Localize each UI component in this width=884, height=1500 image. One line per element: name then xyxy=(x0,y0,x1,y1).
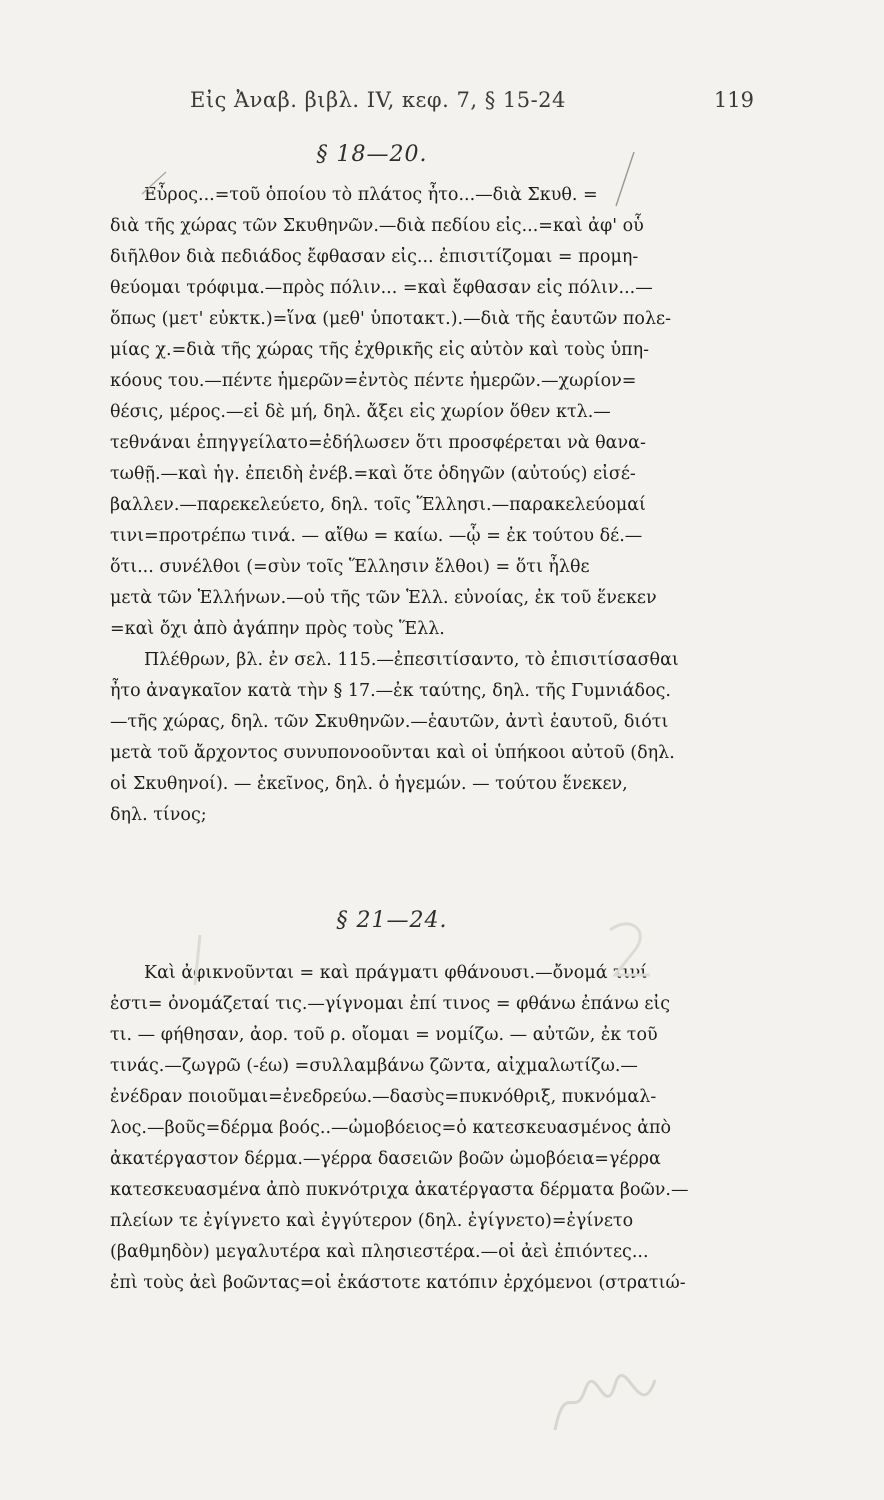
page-number: 119 xyxy=(713,88,754,112)
running-title: Εἰς Ἀναβ. βιβλ. IV, κεφ. 7, § 15-24 xyxy=(190,88,566,112)
text-line: βαλλεν.—παρεκελεύετο, δηλ. τοῖς Ἕλλησι.—παρακελεύομαί xyxy=(110,495,646,515)
text-line: διῆλθον διὰ πεδιάδος ἔφθασαν εἰς... ἐπισιτίζομαι = προμη- xyxy=(110,247,639,267)
text-line: ἦτο ἀναγκαῖον κατὰ τὴν § 17.—ἐκ ταύτης, δηλ. τῆς Γυμνιάδος. xyxy=(110,681,671,701)
text-line: θέσις, μέρος.—εἰ δὲ μή, δηλ. ἄξει εἰς χωρίον ὅθεν κτλ.— xyxy=(110,402,611,422)
section-heading: § 21—24. xyxy=(336,908,448,933)
pencil-scribble xyxy=(545,1360,665,1440)
text-line: τωθῇ.—καὶ ἡγ. ἐπειδὴ ἐνέβ.=καὶ ὅτε ὁδηγῶν (αὐτούς) εἰσέ- xyxy=(110,464,636,484)
text-line: κόους του.—πέντε ἡμερῶν=ἐντὸς πέντε ἡμερῶν.—χωρίον= xyxy=(110,371,637,391)
text-line: Εὖρος...=τοῦ ὁποίου τὸ πλάτος ἦτο...—διὰ Σκυθ. = xyxy=(144,185,598,205)
text-line: Πλέθρων, βλ. ἐν σελ. 115.—ἐπεσιτίσαντο, τὸ ἐπισιτίσασθαι xyxy=(144,650,679,670)
text-line: τινάς.—ζωγρῶ (-έω) =συλλαμβάνω ζῶντα, αἰχμαλωτίζω.— xyxy=(110,1056,638,1076)
text-line: μίας χ.=διὰ τῆς χώρας τῆς ἐχθρικῆς εἰς αὐτὸν καὶ τοὺς ὑπη- xyxy=(110,340,649,360)
text-line: —τῆς χώρας, δηλ. τῶν Σκυθηνῶν.—ἑαυτῶν, ἀντὶ ἑαυτοῦ, διότι xyxy=(110,712,669,732)
text-line: τινι=προτρέπω τινά. — αἴθω = καίω. —ᾧ = ἐκ τούτου δέ.— xyxy=(110,526,643,546)
text-line: (βαθμηδὸν) μεγαλυτέρα καὶ πλησιεστέρα.—οἱ ἀεὶ ἐπιόντες... xyxy=(110,1242,649,1262)
text-line: ἐνέδραν ποιοῦμαι=ἐνεδρεύω.—δασὺς=πυκνόθριξ, πυκνόμαλ- xyxy=(110,1087,657,1107)
text-line: πλείων τε ἐγίγνετο καὶ ἐγγύτερον (δηλ. ἐγίγνετο)=ἐγίνετο xyxy=(110,1211,634,1231)
text-line: ἀκατέργαστον δέρμα.—γέρρα δασειῶν βοῶν ὠμοβόεια=γέρρα xyxy=(110,1149,661,1169)
text-line: τεθνάναι ἐπηγγείλατο=ἐδήλωσεν ὅτι προσφέρεται νὰ θανα- xyxy=(110,433,646,453)
section-heading: § 18—20. xyxy=(316,142,428,167)
running-head xyxy=(0,88,884,118)
text-line: διὰ τῆς χώρας τῶν Σκυθηνῶν.—διὰ πεδίου εἰς...=καὶ ἀφ' οὗ xyxy=(110,216,644,236)
text-line: =καὶ ὄχι ἀπὸ ἀγάπην πρὸς τοὺς Ἕλλ. xyxy=(110,619,445,639)
text-line: ἐπὶ τοὺς ἀεὶ βοῶντας=οἱ ἑκάστοτε κατόπιν ἐρχόμενοι (στρατιώ- xyxy=(110,1273,686,1293)
text-line: τι. — φήθησαν, ἀορ. τοῦ ρ. οἴομαι = νομίζω. — αὐτῶν, ἐκ τοῦ xyxy=(110,1025,658,1045)
text-line: μετὰ τῶν Ἑλλήνων.—οὐ τῆς τῶν Ἑλλ. εὐνοίας, ἐκ τοῦ ἕνεκεν xyxy=(110,588,657,608)
commentary-block xyxy=(110,180,772,831)
text-line: κατεσκευασμένα ἀπὸ πυκνότριχα ἀκατέργαστα δέρματα βοῶν.— xyxy=(110,1180,689,1200)
text-line: οἱ Σκυθηνοί). — ἐκεῖνος, δηλ. ὁ ἡγεμών. — τούτου ἕνεκεν, xyxy=(110,774,628,794)
commentary-block xyxy=(110,958,772,1299)
text-line: ὅτι... συνέλθοι (=σὺν τοῖς Ἕλλησιν ἔλθοι) = ὅτι ἦλθε xyxy=(110,557,590,577)
text-line: ὅπως (μετ' εὐκτκ.)=ἵνα (μεθ' ὑποτακτ.).—διὰ τῆς ἑαυτῶν πολε- xyxy=(110,309,672,329)
text-line: λος.—βοῦς=δέρμα βοός..—ὠμοβόειος=ὁ κατεσκευασμένος ἀπὸ xyxy=(110,1118,672,1138)
text-line: ἐστι= ὀνομάζεταί τις.—γίγνομαι ἐπί τινος = φθάνω ἐπάνω εἰς xyxy=(110,994,671,1014)
text-line: θεύομαι τρόφιμα.—πρὸς πόλιν... =καὶ ἔφθασαν εἰς πόλιν...— xyxy=(110,278,653,298)
text-line: δηλ. τίνος; xyxy=(110,805,207,825)
text-line: Καὶ ἀφικνοῦνται = καὶ πράγματι φθάνουσι.—ὄνομά τινί xyxy=(144,963,648,983)
text-line: μετὰ τοῦ ἄρχοντος συνυπονοοῦνται καὶ οἱ ὑπήκοοι αὐτοῦ (δηλ. xyxy=(110,743,675,763)
